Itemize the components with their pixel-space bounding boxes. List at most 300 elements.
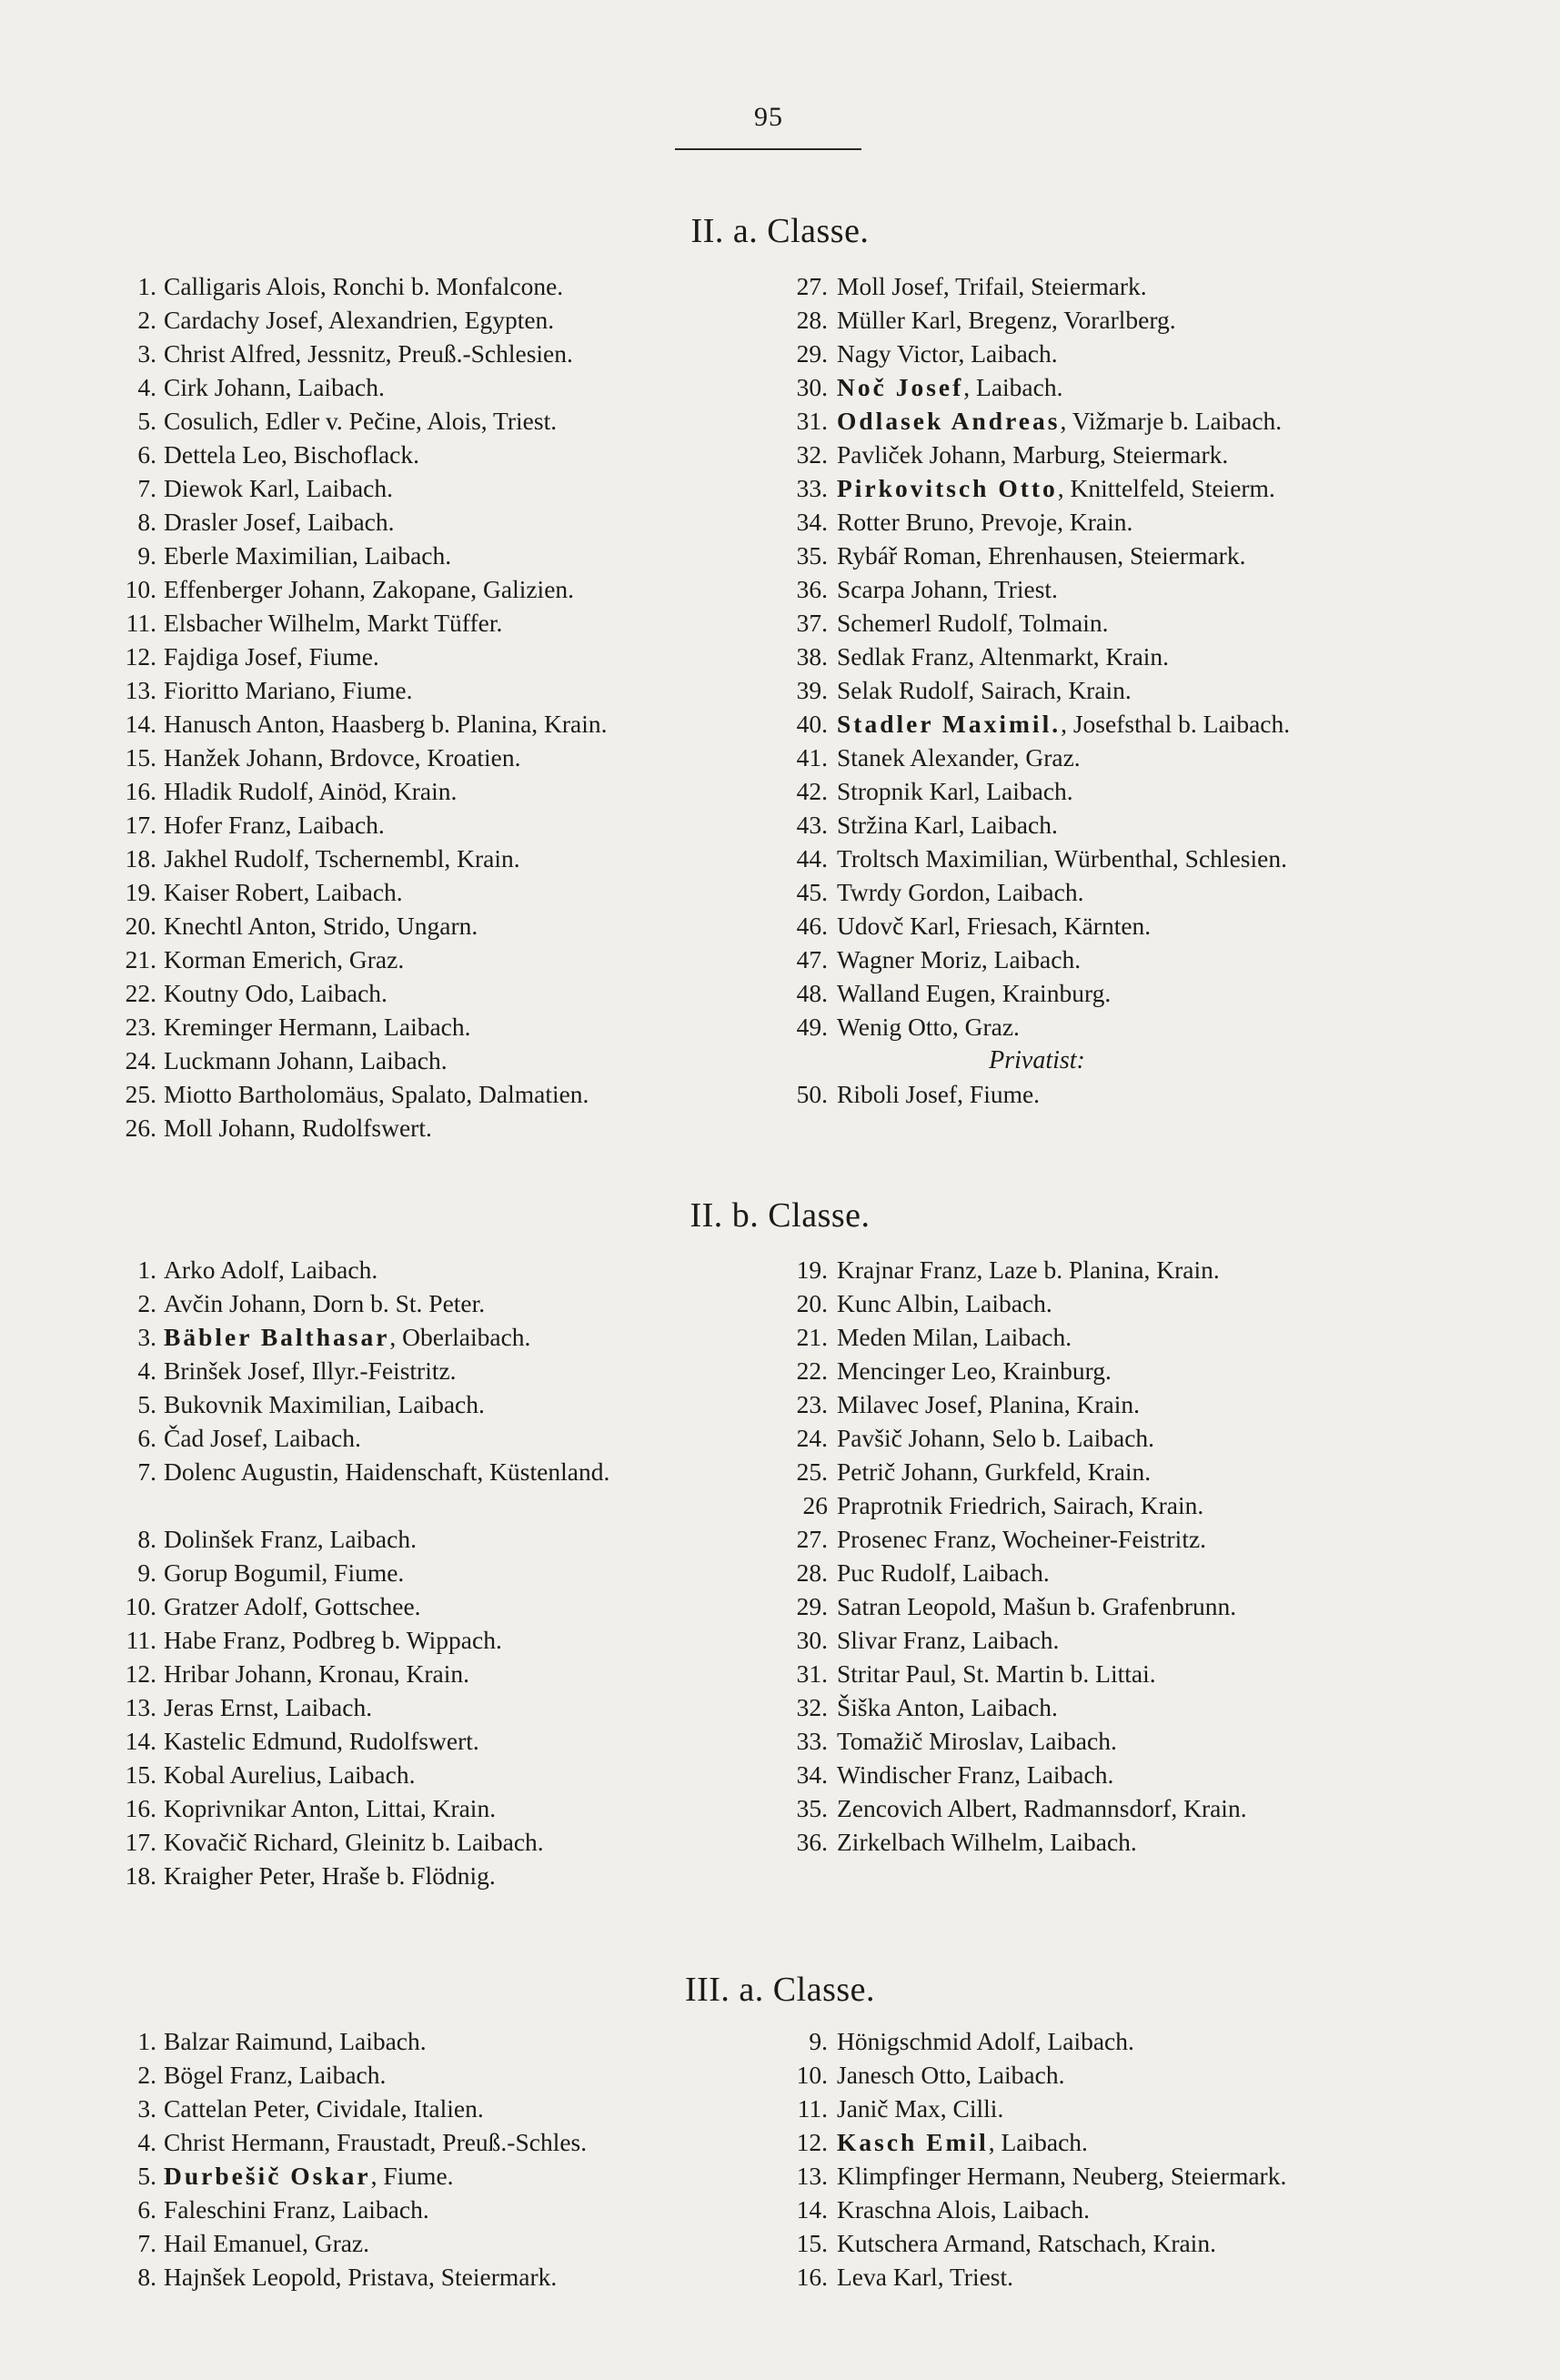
entry-text bbox=[164, 1387, 485, 1421]
student-entry bbox=[782, 1253, 1474, 1286]
student-entry bbox=[116, 505, 753, 539]
entry-text bbox=[164, 1758, 415, 1791]
entry-details: Zirkelbach Wilhelm, Laibach. bbox=[837, 1828, 1137, 1856]
entry-details: Fajdiga Josef, Fiume. bbox=[164, 642, 379, 671]
entry-number: 12. bbox=[796, 2128, 828, 2156]
student-entry bbox=[782, 1758, 1474, 1791]
entry-text bbox=[837, 943, 1081, 976]
entry-details: Gorup Bogumil, Fiume. bbox=[164, 1558, 405, 1587]
entry-number: 22. bbox=[125, 979, 156, 1007]
student-entry bbox=[116, 1825, 753, 1859]
student-entry bbox=[116, 976, 753, 1010]
entry-details: Dolinšek Franz, Laibach. bbox=[164, 1525, 417, 1553]
entry-details: Praprotnik Friedrich, Sairach, Krain. bbox=[837, 1491, 1204, 1519]
entry-details: Tomažič Miroslav, Laibach. bbox=[837, 1727, 1117, 1755]
entry-number: 16. bbox=[796, 2263, 828, 2291]
student-entry bbox=[782, 842, 1474, 875]
entry-number: 22. bbox=[796, 1356, 828, 1385]
entry-details: Pavšič Johann, Selo b. Laibach. bbox=[837, 1424, 1155, 1452]
student-entry bbox=[116, 707, 753, 741]
entry-details: Stropnik Karl, Laibach. bbox=[837, 777, 1073, 805]
entry-details: Cattelan Peter, Cividale, Italien. bbox=[164, 2094, 484, 2123]
entry-text bbox=[837, 976, 1111, 1010]
entry-details: Bögel Franz, Laibach. bbox=[164, 2061, 387, 2089]
entry-details: Riboli Josef, Fiume. bbox=[837, 1080, 1041, 1108]
entry-text bbox=[164, 2125, 587, 2159]
entry-text bbox=[837, 1758, 1113, 1791]
student-entry bbox=[116, 2193, 753, 2226]
student-entry bbox=[116, 1010, 753, 1044]
entry-text bbox=[164, 1354, 457, 1387]
entry-details: Kraschna Alois, Laibach. bbox=[837, 2195, 1090, 2224]
section-3a-right-column bbox=[782, 2024, 1474, 2294]
student-entry bbox=[782, 808, 1474, 842]
entry-number: 33. bbox=[796, 1727, 828, 1755]
entry-text bbox=[164, 909, 478, 943]
entry-number: 1. bbox=[137, 2027, 156, 2055]
entry-text bbox=[164, 303, 554, 337]
entry-number: 46. bbox=[796, 912, 828, 940]
student-entry bbox=[116, 539, 753, 572]
entry-details: Nagy Victor, Laibach. bbox=[837, 339, 1058, 368]
student-entry bbox=[116, 842, 753, 875]
student-entry bbox=[116, 1724, 753, 1758]
student-entry bbox=[116, 1791, 753, 1825]
entry-details: Mencinger Leo, Krainburg. bbox=[837, 1356, 1112, 1385]
entry-number: 5. bbox=[137, 1390, 156, 1418]
entry-number: 19. bbox=[125, 878, 156, 906]
student-entry bbox=[782, 1623, 1474, 1657]
student-entry bbox=[116, 438, 753, 471]
entry-number: 33. bbox=[796, 474, 828, 502]
section-3a-left-column bbox=[116, 2024, 753, 2294]
entry-number: 5. bbox=[137, 2162, 156, 2190]
student-entry bbox=[782, 909, 1474, 943]
entry-number: 21. bbox=[125, 945, 156, 973]
student-entry bbox=[782, 1724, 1474, 1758]
entry-text bbox=[164, 1010, 471, 1044]
student-entry bbox=[782, 2159, 1474, 2193]
entry-details: Stritar Paul, St. Martin b. Littai. bbox=[837, 1659, 1156, 1688]
entry-number: 25. bbox=[796, 1457, 828, 1486]
entry-number: 36. bbox=[796, 1828, 828, 1856]
entry-number: 31. bbox=[796, 1659, 828, 1688]
section-heading-2a: II. a. Classe. bbox=[690, 212, 870, 250]
entry-text bbox=[164, 2260, 557, 2294]
student-entry bbox=[116, 572, 753, 606]
student-entry bbox=[116, 875, 753, 909]
student-entry bbox=[116, 640, 753, 673]
entry-text bbox=[837, 438, 1228, 471]
student-entry bbox=[782, 2058, 1474, 2092]
entry-text bbox=[837, 1286, 1052, 1320]
student-entry bbox=[782, 505, 1474, 539]
student-entry bbox=[782, 2260, 1474, 2294]
entry-details: Knechtl Anton, Strido, Ungarn. bbox=[164, 912, 478, 940]
entry-number: 25. bbox=[125, 1080, 156, 1108]
entry-details: Cardachy Josef, Alexandrien, Egypten. bbox=[164, 306, 555, 334]
entry-text bbox=[164, 2159, 454, 2193]
student-entry bbox=[116, 404, 753, 438]
entry-number: 27. bbox=[796, 272, 828, 300]
entry-details: Janič Max, Cilli. bbox=[837, 2094, 1004, 2123]
entry-number: 16. bbox=[125, 1794, 156, 1822]
student-entry bbox=[782, 370, 1474, 404]
entry-number: 12. bbox=[125, 1659, 156, 1688]
entry-details: Kovačič Richard, Gleinitz b. Laibach. bbox=[164, 1828, 544, 1856]
entry-details: Petrič Johann, Gurkfeld, Krain. bbox=[837, 1457, 1152, 1486]
entry-text bbox=[164, 741, 521, 774]
section-2b-left-column bbox=[116, 1253, 753, 1892]
entry-details: Scarpa Johann, Triest. bbox=[837, 575, 1058, 603]
student-entry bbox=[116, 1111, 753, 1145]
entry-text bbox=[164, 2024, 427, 2058]
student-entry bbox=[116, 1522, 753, 1556]
entry-text bbox=[164, 1589, 421, 1623]
entry-details: Slivar Franz, Laibach. bbox=[837, 1626, 1060, 1654]
student-entry bbox=[116, 774, 753, 808]
student-entry bbox=[116, 1758, 753, 1791]
student-entry bbox=[782, 572, 1474, 606]
entry-details: Milavec Josef, Planina, Krain. bbox=[837, 1390, 1140, 1418]
student-entry bbox=[116, 269, 753, 303]
entry-number: 17. bbox=[125, 1828, 156, 1856]
entry-text bbox=[164, 1253, 377, 1286]
student-entry bbox=[782, 707, 1474, 741]
entry-text bbox=[164, 2058, 386, 2092]
entry-text bbox=[837, 370, 1062, 404]
page-number-rule bbox=[675, 148, 861, 150]
student-entry bbox=[782, 1825, 1474, 1859]
entry-number: 30. bbox=[796, 373, 828, 401]
entry-details: Hail Emanuel, Graz. bbox=[164, 2229, 370, 2257]
entry-number: 8. bbox=[137, 1525, 156, 1553]
entry-number: 48. bbox=[796, 979, 828, 1007]
entry-number: 4. bbox=[137, 1356, 156, 1385]
entry-details: Puc Rudolf, Laibach. bbox=[837, 1558, 1050, 1587]
entry-number: 10. bbox=[125, 1592, 156, 1620]
entry-number: 13. bbox=[125, 676, 156, 704]
student-entry bbox=[782, 640, 1474, 673]
entry-text bbox=[164, 1556, 404, 1589]
entry-details: Udovč Karl, Friesach, Kärnten. bbox=[837, 912, 1152, 940]
entry-text bbox=[164, 1421, 361, 1455]
entry-details: Jakhel Rudolf, Tschernembl, Krain. bbox=[164, 844, 520, 872]
entry-number: 21. bbox=[796, 1323, 828, 1351]
entry-details: Bukovnik Maximilian, Laibach. bbox=[164, 1390, 485, 1418]
student-entry bbox=[116, 1421, 753, 1455]
entry-number: 27. bbox=[796, 1525, 828, 1553]
entry-number: 37. bbox=[796, 609, 828, 637]
entry-details: Sedlak Franz, Altenmarkt, Krain. bbox=[837, 642, 1170, 671]
student-entry bbox=[116, 1253, 753, 1286]
entry-number: 15. bbox=[125, 743, 156, 771]
entry-number: 20. bbox=[125, 912, 156, 940]
entry-details: Kutschera Armand, Ratschach, Krain. bbox=[837, 2229, 1216, 2257]
student-entry bbox=[782, 875, 1474, 909]
entry-details: Janesch Otto, Laibach. bbox=[837, 2061, 1065, 2089]
entry-number: 35. bbox=[796, 1794, 828, 1822]
entry-details: Schemerl Rudolf, Tolmain. bbox=[837, 609, 1109, 637]
privatist-label: Privatist: bbox=[989, 1046, 1085, 1074]
entry-number: 24. bbox=[796, 1424, 828, 1452]
entry-number: 4. bbox=[137, 373, 156, 401]
entry-details: Dolenc Augustin, Haidenschaft, Küstenland. bbox=[164, 1457, 610, 1486]
entry-text bbox=[164, 2092, 484, 2125]
entry-details: Elsbacher Wilhelm, Markt Tüffer. bbox=[164, 609, 503, 637]
student-entry bbox=[782, 673, 1474, 707]
entry-number: 29. bbox=[796, 1592, 828, 1620]
entry-number: 43. bbox=[796, 811, 828, 839]
entry-text bbox=[164, 337, 573, 370]
entry-number: 13. bbox=[125, 1693, 156, 1721]
student-entry bbox=[116, 1690, 753, 1724]
student-entry bbox=[782, 1320, 1474, 1354]
entry-details: Eberle Maximilian, Laibach. bbox=[164, 541, 452, 570]
student-entry bbox=[116, 1044, 753, 1077]
entry-details: Šiška Anton, Laibach. bbox=[837, 1693, 1058, 1721]
entry-text bbox=[837, 404, 1282, 438]
student-entry bbox=[116, 1657, 753, 1690]
entry-number: 7. bbox=[137, 2229, 156, 2257]
entry-text bbox=[837, 842, 1287, 875]
entry-details: Kreminger Hermann, Laibach. bbox=[164, 1013, 471, 1041]
entry-number: 8. bbox=[137, 508, 156, 536]
entry-text bbox=[837, 1556, 1050, 1589]
entry-text bbox=[837, 1657, 1156, 1690]
entry-number: 41. bbox=[796, 743, 828, 771]
entry-text bbox=[164, 1044, 448, 1077]
entry-number: 34. bbox=[796, 1760, 828, 1789]
student-entry bbox=[782, 1522, 1474, 1556]
entry-text bbox=[837, 741, 1081, 774]
student-entry bbox=[782, 1556, 1474, 1589]
student-entry bbox=[782, 269, 1474, 303]
entry-details: Dettela Leo, Bischoflack. bbox=[164, 440, 420, 469]
entry-details: Pavliček Johann, Marburg, Steiermark. bbox=[837, 440, 1229, 469]
entry-details: Hanžek Johann, Brdovce, Kroatien. bbox=[164, 743, 521, 771]
entry-name-emphasized: Noč Josef bbox=[837, 373, 964, 401]
entry-number: 12. bbox=[125, 642, 156, 671]
entry-text bbox=[837, 774, 1073, 808]
entry-details: Twrdy Gordon, Laibach. bbox=[837, 878, 1084, 906]
student-entry bbox=[782, 1657, 1474, 1690]
entry-text bbox=[164, 943, 404, 976]
entry-details: Hajnšek Leopold, Pristava, Steiermark. bbox=[164, 2263, 558, 2291]
student-entry bbox=[782, 1488, 1474, 1522]
entry-details: Faleschini Franz, Laibach. bbox=[164, 2195, 429, 2224]
entry-text bbox=[837, 1077, 1040, 1111]
student-entry bbox=[782, 2024, 1474, 2058]
entry-details: , Laibach. bbox=[988, 2128, 1088, 2156]
page-number: 95 bbox=[754, 102, 783, 132]
entry-name-emphasized: Durbešič Oskar bbox=[164, 2162, 371, 2190]
entry-details: Rotter Bruno, Prevoje, Krain. bbox=[837, 508, 1133, 536]
student-entry bbox=[116, 1455, 753, 1522]
entry-text bbox=[837, 1522, 1206, 1556]
section-2b-right-column bbox=[782, 1253, 1474, 1859]
entry-number: 3. bbox=[137, 1323, 156, 1351]
entry-number: 11. bbox=[797, 2094, 828, 2123]
student-entry bbox=[782, 2226, 1474, 2260]
student-entry bbox=[116, 741, 753, 774]
entry-details: Cosulich, Edler v. Pečine, Alois, Triest. bbox=[164, 407, 558, 435]
entry-text bbox=[837, 2159, 1286, 2193]
student-entry bbox=[782, 1421, 1474, 1455]
entry-details: Kobal Aurelius, Laibach. bbox=[164, 1760, 416, 1789]
entry-details: Satran Leopold, Mašun b. Grafenbrunn. bbox=[837, 1592, 1237, 1620]
student-entry bbox=[782, 438, 1474, 471]
entry-text bbox=[164, 539, 451, 572]
entry-details: Prosenec Franz, Wocheiner-Feistritz. bbox=[837, 1525, 1207, 1553]
entry-number: 2. bbox=[137, 2061, 156, 2089]
entry-details: Troltsch Maximilian, Würbenthal, Schlesien. bbox=[837, 844, 1287, 872]
student-entry bbox=[782, 1791, 1474, 1825]
entry-details: Zencovich Albert, Radmannsdorf, Krain. bbox=[837, 1794, 1247, 1822]
entry-details: Koutny Odo, Laibach. bbox=[164, 979, 387, 1007]
entry-number: 2. bbox=[137, 1289, 156, 1317]
entry-text bbox=[837, 2058, 1064, 2092]
entry-details: Moll Johann, Rudolfswert. bbox=[164, 1114, 432, 1142]
entry-text bbox=[837, 1354, 1112, 1387]
entry-number: 44. bbox=[796, 844, 828, 872]
entry-number: 11. bbox=[126, 1626, 156, 1654]
entry-details: Avčin Johann, Dorn b. St. Peter. bbox=[164, 1289, 486, 1317]
entry-number: 34. bbox=[796, 508, 828, 536]
entry-text bbox=[837, 2024, 1134, 2058]
entry-text bbox=[164, 1286, 485, 1320]
entry-number: 39. bbox=[796, 676, 828, 704]
entry-details: Meden Milan, Laibach. bbox=[837, 1323, 1072, 1351]
entry-name-emphasized: Pirkovitsch Otto bbox=[837, 474, 1058, 502]
student-entry bbox=[116, 2226, 753, 2260]
entry-details: , Knittelfeld, Steierm. bbox=[1057, 474, 1275, 502]
entry-details: Gratzer Adolf, Gottschee. bbox=[164, 1592, 421, 1620]
student-entry bbox=[116, 673, 753, 707]
entry-number: 42. bbox=[796, 777, 828, 805]
student-entry bbox=[782, 2193, 1474, 2226]
entry-details: Hofer Franz, Laibach. bbox=[164, 811, 385, 839]
entry-number: 4. bbox=[137, 2128, 156, 2156]
entry-number: 6. bbox=[137, 2195, 156, 2224]
entry-text bbox=[837, 539, 1245, 572]
entry-number: 38. bbox=[796, 642, 828, 671]
student-entry bbox=[116, 1077, 753, 1111]
entry-details: Cirk Johann, Laibach. bbox=[164, 373, 385, 401]
entry-details: Stanek Alexander, Graz. bbox=[837, 743, 1081, 771]
student-entry bbox=[116, 2159, 753, 2193]
entry-text bbox=[164, 1859, 496, 1892]
entry-text bbox=[164, 269, 563, 303]
entry-text bbox=[837, 2226, 1216, 2260]
entry-text bbox=[837, 2193, 1090, 2226]
entry-details: Koprivnikar Anton, Littai, Krain. bbox=[164, 1794, 497, 1822]
entry-number: 7. bbox=[137, 474, 156, 502]
section-2a-left-column bbox=[116, 269, 753, 1145]
entry-number: 7. bbox=[137, 1457, 156, 1486]
entry-text bbox=[837, 2125, 1088, 2159]
student-entry bbox=[116, 2092, 753, 2125]
student-entry bbox=[116, 606, 753, 640]
entry-number: 3. bbox=[137, 2094, 156, 2123]
entry-number: 14. bbox=[125, 710, 156, 738]
entry-text bbox=[837, 1623, 1059, 1657]
entry-text bbox=[164, 1825, 544, 1859]
student-entry bbox=[116, 2260, 753, 2294]
student-entry bbox=[116, 303, 753, 337]
entry-text bbox=[837, 1455, 1151, 1488]
entry-details: Wenig Otto, Graz. bbox=[837, 1013, 1020, 1041]
entry-text bbox=[164, 640, 379, 673]
entry-details: , Oberlaibach. bbox=[389, 1323, 531, 1351]
student-entry bbox=[116, 943, 753, 976]
entry-text bbox=[164, 1724, 479, 1758]
student-entry bbox=[782, 1455, 1474, 1488]
entry-text bbox=[164, 1077, 589, 1111]
entry-text bbox=[164, 572, 574, 606]
entry-text bbox=[837, 303, 1176, 337]
student-entry bbox=[116, 909, 753, 943]
entry-text bbox=[837, 673, 1132, 707]
entry-details: Hribar Johann, Kronau, Krain. bbox=[164, 1659, 470, 1688]
student-entry bbox=[116, 2058, 753, 2092]
entry-details: Kaiser Robert, Laibach. bbox=[164, 878, 403, 906]
entry-text bbox=[164, 976, 387, 1010]
entry-number: 2. bbox=[137, 306, 156, 334]
student-entry bbox=[782, 404, 1474, 438]
entry-text bbox=[164, 2226, 369, 2260]
entry-text bbox=[164, 505, 395, 539]
entry-text bbox=[837, 337, 1058, 370]
student-entry bbox=[782, 1387, 1474, 1421]
student-entry bbox=[116, 1387, 753, 1421]
entry-number: 10. bbox=[796, 2061, 828, 2089]
student-entry bbox=[782, 1354, 1474, 1387]
entry-number: 15. bbox=[125, 1760, 156, 1789]
entry-number: 3. bbox=[137, 339, 156, 368]
student-entry bbox=[782, 774, 1474, 808]
entry-details: Selak Rudolf, Sairach, Krain. bbox=[837, 676, 1132, 704]
entry-number: 1. bbox=[137, 272, 156, 300]
entry-details: Drasler Josef, Laibach. bbox=[164, 508, 395, 536]
student-entry bbox=[116, 1320, 753, 1354]
section-heading-2b: II. b. Classe. bbox=[689, 1196, 871, 1235]
entry-details: Calligaris Alois, Ronchi b. Monfalcone. bbox=[164, 272, 564, 300]
entry-number: 10. bbox=[125, 575, 156, 603]
entry-text bbox=[164, 1111, 432, 1145]
entry-text bbox=[837, 1724, 1117, 1758]
entry-text bbox=[164, 370, 385, 404]
entry-text bbox=[837, 808, 1058, 842]
student-entry bbox=[782, 337, 1474, 370]
student-entry bbox=[782, 943, 1474, 976]
entry-text bbox=[837, 1589, 1236, 1623]
entry-text bbox=[164, 875, 403, 909]
student-entry bbox=[782, 2125, 1474, 2159]
entry-text bbox=[164, 471, 393, 505]
section-2a-right-column bbox=[782, 269, 1474, 1111]
entry-details: Moll Josef, Trifail, Steiermark. bbox=[837, 272, 1147, 300]
student-entry bbox=[116, 370, 753, 404]
entry-details: Čad Josef, Laibach. bbox=[164, 1424, 361, 1452]
entry-details: Leva Karl, Triest. bbox=[837, 2263, 1014, 2291]
student-entry bbox=[116, 808, 753, 842]
entry-details: Müller Karl, Bregenz, Vorarlberg. bbox=[837, 306, 1176, 334]
student-entry bbox=[782, 303, 1474, 337]
entry-details: Jeras Ernst, Laibach. bbox=[164, 1693, 373, 1721]
entry-number: 9. bbox=[137, 1558, 156, 1587]
entry-details: Stržina Karl, Laibach. bbox=[837, 811, 1058, 839]
